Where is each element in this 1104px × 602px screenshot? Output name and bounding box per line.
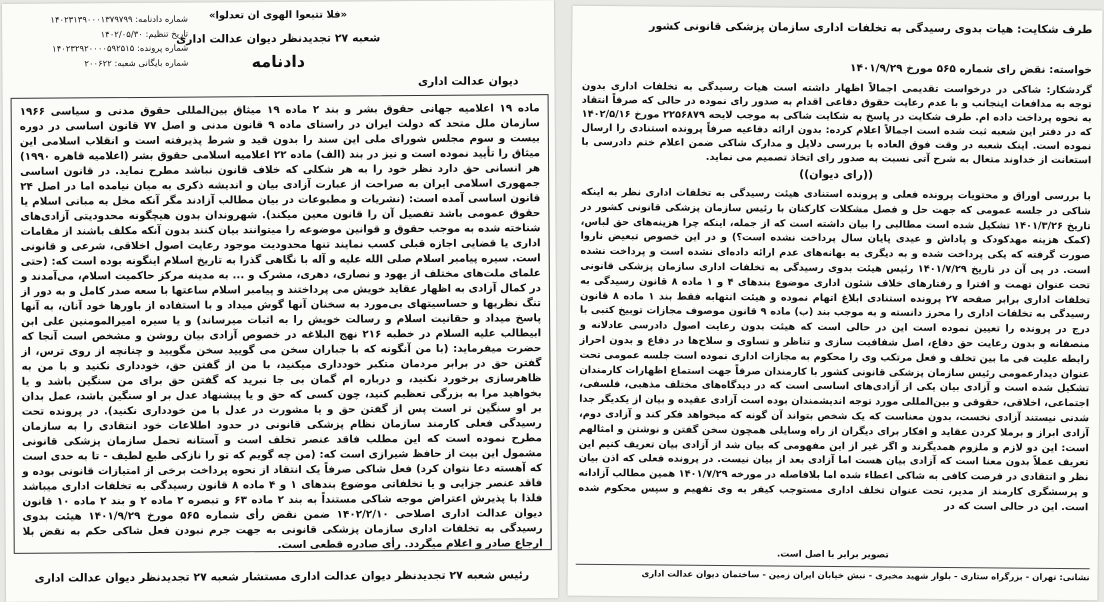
case-metadata <box>10 13 188 72</box>
verdict-header <box>10 8 547 94</box>
court-vote-heading: ((رای دیوان)) <box>799 167 874 182</box>
verdict-page-right <box>567 6 1102 601</box>
court-address: نشانی: تهران - بزرگراه ستاری - بلوار شهید مخبری - نبش خیابان ایران زمین - ساختمان دیوان عدالت اداری <box>576 564 1090 583</box>
complaint-party: طرف شکایت: هیات بدوی رسیدگی به تخلفات اداری سازمان پزشکی قانونی کشور <box>649 19 1093 37</box>
verdict-body: ماده ۱۹ اعلامیه جهانی حقوق بشر و بند ۲ ماده ۱۹ میثاق بین‌المللی حقوق مدنی و سیاسی ۱۹۶۶ سازمان ملل متحد که دولت ایران در راستای ماده ۹ قانون مدنی و اصل ۷۷ قانون اساسی در دوره بیست و سوم مجلس شورای ملی این سند را بدون قید و شرط پذیرفته است و انقلاب اسلامی این میثاق را تأیید نموده است و نیز در بند (الف) ماده ۲۲ اعلامیه اسلامی حقوق بشر (اعلامیه قاهره ۱۹۹۰) هر انسانی حق دارد نظر خود را به هر شکلی که خلاف قانون نباشد مطرح نماید. در قانون اساسی جمهوری اسلامی ایران به صراحت از عبارت آزادی بیان و اندیشه ذکری به میان نیامده اما در اصل ۲۴ قانون اساسی آمده است: (نشریات و مطبوعات در بیان مطالب آزادند مگر آنکه مخل به مبانی اسلام یا حقوق عمومی باشد تفصیل آن را قانون معین میکند). شهروندان بدون هیچگونه محدودیتی آزادی‌های شناخته شده به موجب حقوق و قوانین موضوعه را میتوانند بیان کنند بدون آنکه مکلف باشند از مقامات اداری یا قضایی اجازه قبلی کسب نمایند تنها محدودیت موجود رعایت اصول اخلاقی، شرعی و قانونی است. سیره پیامبر اسلام صلی الله علیه و آله با نگاهی گذرا به تاریخ اسلام اینگونه بوده است که: (حتی علمای ملت‌های مختلف از یهود و نصاری، دهری، مشرک و ... به مدینه مرکز حاکمیت اسلام، می‌آمدند و در کمال آزادی به اظهار عقاید خویش می پرداختند و پیامبر اسلام ساعتها با سعه صدر کامل و به دور از تنگ نظریها و حساسیتهای بی‌مورد به سخنان آنها گوش میداد و با استفاده از باورها خود آنان، به آنها پاسخ میداد و حقانیت اسلام و رسالت خویش را به اثبات میرساند) و یا سیره امیرالمومنین علی ابن ابیطالب علیه السلام در خطبه ۲۱۶ نهج البلاغه در خصوص آزادی بیان روشن و مشخص است آنجا که حضرت میفرماید: (با من آنگونه که با جباران سخن می گویید سخن مگویید و چنانچه از روی ترس، از گفتن حق در برابر مردمان متکبر خودداری میکنید، با من از گفتن حق، خودداری نکنید و با من به ظاهرسازی برخورد نکنید، و درباره ام گمان بی جا نبرید که گفتن حق برای من سنگین باشد و یا بخواهید مرا به بزرگی تعظیم کنید، چون کسی که حق و یا پیشنهاد عدل بر او سنگین باشد، عمل بدان بر او سنگین تر است پس از گفتن حق و یا مشورت در عدل با من خودداری نکنید). در پرونده تحت رسیدگی فعلی کارمند سازمان نظام پزشکی قانونی در حدود اطلاعات خود انتقادی را به سازمان مطرح نموده است که این مطلب فاقد عنصر تخلف است و آستانه تحمل سازمان پزشکی قانونی مشمول این بیت از حافظ شیرازی است که: (من چه گویم که تو را نازکی طبع لطیف - تا به حدی است که آهسته دعا نتوان کرد) فعل شاکی صرفاً یک انتقاد از نحوه پرداخت برخی از امتیازات قانونی بوده و فاقد عنصر جزایی و یا تخلفاتی موضوع بندهای ۱ و ۴ ماده ۸ قانون رسیدگی به تخلفات اداری میباشد فلذا با پذیرش اعتراض موجه شاکی مستنداً به بند ۲ ماده ۶۳ و تبصره ۲ ماده ۲ و بند ۲ ماده ۱۰ قانون دیوان عدالت اداری اصلاحی ۱۴۰۲/۲/۱۰ ضمن نقض رأی شماره ۵۶۵ مورخ ۱۴۰۱/۹/۲۹ هیئت بدوی رسیدگی به تخلفات اداری سازمان پزشکی قانونی به جهت جرم نبودن فعل شاکی حکم به نقض بلا ارجاع صادر و اعلام میگردد. رأی صادره قطعی است. <box>11 94 552 554</box>
copy-certification: تصویر برابر با اصل است. <box>776 549 889 561</box>
case-report: گردشکار: شاکی در درخواست تقدیمی اجمالاً اظهار داشته است هیات رسیدگی به تخلفات اداری بدون توجه به مدافعات اینجانب و با عدم رعایت حقوق دفاعی اقدام به صدور رای نموده در حالی که صرفاً انتقاد به نحوه پرداخت داده ام. طرف شکایت در پاسخ به شکایت شاکی به موجب لایحه ۲۲۵۶۸۷۹ مورخ ۱۴۰۲/۵/۱۶ که در دفتر این شعبه ثبت شده است اجمالاً اعلام کرده: بدون ارائه دفاعیه صرفاً پرونده استنادی را ارسال نموده است. اینک شعبه در وقت فوق العاده با بررسی دلایل و مدارک شاکی ضمن اعلام ختم دادرسی با استعانت از خداوند متعال به شرح آتی نسبت به صدور رای اتخاذ تصمیم می نماید. <box>581 80 1092 167</box>
court-vote-body: با بررسی اوراق و محتویات پرونده فعلی و پرونده استنادی هیئت رسیدگی به تخلفات اداری نظر به اینکه شاکی در جلسه عمومی که جهت حل و فصل مشکلات کارکنان با رئیس سازمان پزشکی قانونی کشور در تاریخ ۱۴۰۱/۳/۲۶ تشکیل شده است مطالبی را بیان داشته است که از جمله، اینکه چرا هزینه‌های حق لباس، (کمک هزینه مهدکودک و پاداش و عیدی پایان سال پرداخت نشده است؟) و در این خصوص تبعیض ناروا صورت گرفته که یکی پرداخت شده و به دیگری به بهانه‌های عدم ارائه داده‌ای نشده است و پرداخت نشده است. در پی آن در تاریخ ۱۴۰۱/۷/۲۹ رئیس هیئت بدوی رسیدگی به تخلفات اداری سازمان پزشکی قانونی تحت عنوان تهمت و افترا و رفتارهای خلاف شئون اداری موضوع بندهای ۴ و ۱ ماده ۸ قانون رسیدگی به تخلفات اداری برابر صفحه ۲۷ پرونده استنادی ابلاغ اتهام نموده و هیئت انتهابه فقط بند ۱ ماده ۸ قانون رسیدگی به تخلفات اداری را محرز دانسته و به موجب بند (ب) ماده ۹ قانون موصوف مجازات توبیخ کتبی با درج در پرونده را تعیین نموده است این در حالی است که هیئت بدون رعایت اصول دادرسی عادلانه و منصفانه و بدون رعایت حق دفاع، اصل شفافیت سازی و تناظر و تساوی و سلاح‌ها در دفاع و بدون احراز رابطه علیت فی ما بین تخلف و فعل مرتکب وی را محکوم به مجازات اداری نموده است جلسه عمومی تحت عنوان دیدارعمومی رئیس سازمان پزشکی قانونی کشور با کارمندان صرفاً جهت استماع اظهارات کارمندان تشکیل شده است و آزادی بیان یکی از آزادی‌های اساسی است که در دیدگاه‌های مختلف مذهبی، فلسفی، اجتماعی، اخلاقی، حقوقی و بین‌المللی مورد توجه اندیشمندان بوده است آزادی عقیده و بیان از یکدیگر جدا شدنی نیستند آزادی نخست، بدون معناست که یک شخص بتواند آن گونه که میخواهد فکر کند و آزادی دوم، آزادی ابراز و برملا کردن عقاید و افکار برای دیگران از راه وسایلی همچون سخن گفتن و نوشتن و امثالهم است: این دو لازم و ملزوم همدیگرند و اگر غیر از این مفهومی که بیان شد از آزادی بیان تعریف کنیم این تعریف عملاً بدون معنا است که آزادی بیان هست اما آزادی بعد از بیان نیست. در پرونده فعلی که اذن بیان نظر و انتقادی در فرصت کافی به شاکی اعطاء شده اما بلافاصله در مورخه ۱۴۰۱/۷/۲۹ همین مطالب آزادانه و پرسشگری کارمند از مدیر، تحت عنوان تخلف اداری مستوجب کیفر به وی تفهیم و سپس محکوم شده است. این در حالی است که در <box>578 186 1091 513</box>
verse-motto: «فلا تتبعوا الهوی ان تعدلوا» <box>208 9 348 22</box>
page-title: دادنامه <box>251 51 306 72</box>
meta-issue-date: تاریخ تنظیم: ۱۴۰۲/۰۵/۳۰ <box>100 29 189 40</box>
court-branch: شعبه ۲۷ تجدیدنظر دیوان عدالت اداری <box>176 31 381 46</box>
meta-verdict-number: شماره دادنامه: ۱۴۰۲۳۱۳۹۰۰۰۱۳۷۹۷۹۹ <box>50 14 189 26</box>
verdict-page-left <box>2 0 558 602</box>
request-line: خواسته: نقض رای شماره ۵۶۵ مورخ ۱۴۰۱/۹/۲۹ <box>850 62 1093 77</box>
signature-line: رئیس شعبه ۲۷ تجدیدنظر دیوان عدالت اداری مستشار شعبه ۲۷ تجدیدنظر دیوان عدالت اداری <box>34 568 530 585</box>
meta-archive-number: شماره بایگانی شعبه: ۲۰۰۶۲۲ <box>84 58 189 69</box>
court-name: دیوان عدالت اداری <box>417 74 519 89</box>
meta-case-number: شماره پرونده: ۱۴۰۲۳۲۹۲۰۰۰۰۵۹۲۵۱۵ <box>52 43 189 55</box>
